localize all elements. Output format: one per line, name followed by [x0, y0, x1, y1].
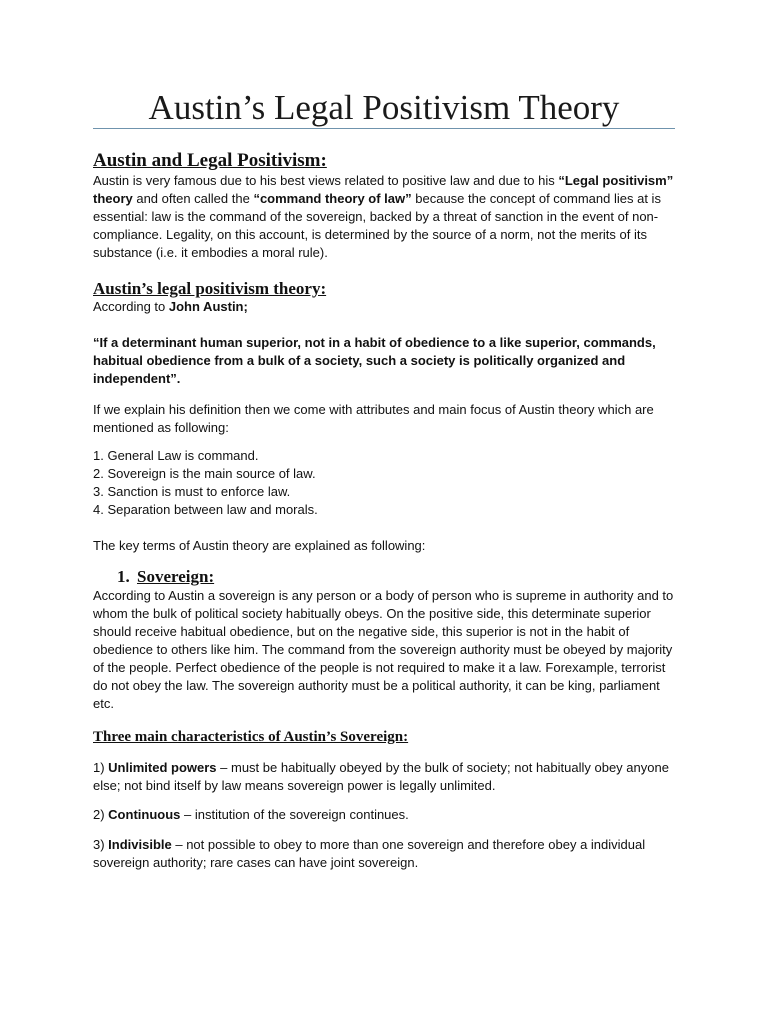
characteristic-desc: – not possible to obey to more than one sovereign and therefore obey a individual sovereign authority; rare cases can have joint sovereign. [93, 837, 646, 870]
characteristic-term: Continuous [108, 807, 181, 822]
characteristic-term: Unlimited powers [108, 760, 217, 775]
intro-text-3: because the concept of command lies at is essential: law is the command of the sovereign, backed by a threat of sanction in the event of non-compliance. Legality, on this account, is determined by the source of a norm, not the merits of its substance (i.e. it embodies a moral rule). [93, 191, 661, 260]
characteristics-heading: Three main characteristics of Austin’s Sovereign: [93, 729, 409, 745]
characteristic-number: 2) [93, 807, 109, 822]
intro-text-2: and often called the [132, 191, 254, 206]
characteristic-term: Indivisible [108, 837, 172, 852]
title-underline-rule [93, 128, 675, 129]
intro-text-1: Austin is very famous due to his best views related to positive law and due to his [93, 173, 559, 188]
explain-paragraph: If we explain his definition then we come with attributes and main focus of Austin theory which are mentioned as following: [93, 402, 654, 435]
sovereign-paragraph: According to Austin a sovereign is any person or a body of person who is supreme in authority and to whom the bulk of political society habitually obeys. On the positive side, this determinate superior should receive habitual obedience, but on the negative side, this superior is not in the habit of obedience to others like him. The command from the sovereign authority must be obeyed by majority of the people. Perfect obedience of the people is not required to make it a law. Forexample, terrorist do not obey the law. The sovereign authority must be a political authority, it can be king, parliament etc. [93, 588, 674, 711]
section-heading-legal-positivism-theory: Austin’s legal positivism theory: [93, 279, 327, 298]
characteristic-number: 1) [93, 760, 109, 775]
according-prefix: According to [93, 299, 169, 314]
according-name: John Austin; [168, 299, 248, 314]
characteristic-number: 3) [93, 837, 109, 852]
sovereign-heading-text: Sovereign: [137, 567, 215, 586]
intro-bold-command-theory: “command theory of law” [253, 191, 412, 206]
list-item: 2. Sovereign is the main source of law. [93, 466, 316, 481]
intro-bold-legal-positivism: “Legal positivism” theory [93, 173, 674, 206]
section-heading-austin-and-legal-positivism: Austin and Legal Positivism: [93, 150, 327, 171]
characteristic-item [93, 759, 677, 795]
austin-definition-quote: “If a determinant human superior, not in a habit of obedience to a like superior, commands, habitual obedience from a bulk of a society, such a society is politically organized and independent”. [93, 335, 656, 386]
page-title: Austin’s Legal Positivism Theory [148, 88, 620, 127]
list-item: 3. Sanction is must to enforce law. [93, 484, 291, 499]
sovereign-heading-number: 1. [117, 567, 130, 586]
according-line [93, 298, 677, 316]
attributes-list [93, 447, 677, 519]
list-item: 1. General Law is command. [93, 448, 259, 463]
characteristic-desc: – must be habitually obeyed by the bulk of society; not habitually obey anyone else; not bind itself by law means sovereign power is legally unlimited. [93, 760, 669, 793]
characteristic-item [93, 806, 677, 824]
characteristic-item [93, 836, 677, 872]
sovereign-heading [117, 566, 617, 588]
key-terms-line: The key terms of Austin theory are explained as following: [93, 538, 426, 553]
characteristic-desc: – institution of the sovereign continues. [180, 807, 409, 822]
list-item: 4. Separation between law and morals. [93, 502, 318, 517]
intro-paragraph [93, 172, 677, 262]
